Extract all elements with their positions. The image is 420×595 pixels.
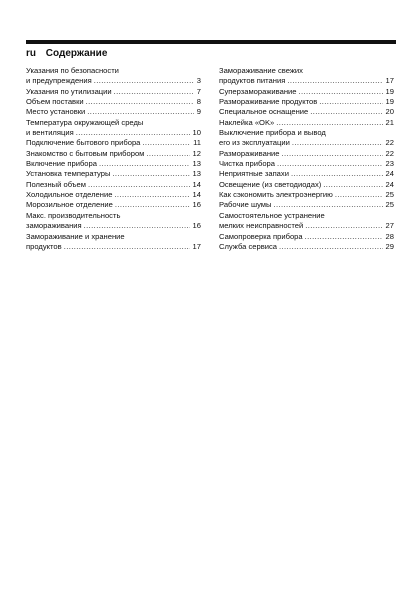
- page-number: 13: [192, 169, 201, 179]
- toc-entry-title-line: Температура окружающей среды: [26, 117, 144, 127]
- toc-entry-line: [26, 242, 201, 252]
- toc-entry-title: Указания по утилизации: [26, 86, 112, 96]
- page-number: 16: [192, 221, 201, 231]
- toc-entry-line: [219, 149, 394, 159]
- dot-leader: [319, 97, 382, 107]
- toc-entry-title: Размораживание продуктов: [219, 97, 318, 107]
- dot-leader: [292, 138, 383, 148]
- page-number: 16: [192, 200, 201, 210]
- toc-entry-line: [26, 190, 201, 200]
- dot-leader: [86, 97, 194, 107]
- dot-leader: [299, 87, 383, 97]
- page-number: 14: [192, 179, 201, 189]
- toc-entry[interactable]: [219, 87, 394, 97]
- dot-leader: [114, 190, 189, 200]
- toc-entry[interactable]: [26, 232, 201, 253]
- toc-entry-line: [219, 107, 394, 117]
- toc-entry-line: [219, 87, 394, 97]
- toc-entry[interactable]: [26, 180, 201, 190]
- toc-entry[interactable]: [26, 190, 201, 200]
- toc-entry[interactable]: [219, 232, 394, 242]
- toc-entry-line: [219, 76, 394, 86]
- toc-entry-line: [219, 221, 394, 231]
- dot-leader: [112, 169, 189, 179]
- toc-entry-title: Освещение (из светодиодах): [219, 179, 322, 189]
- page-header: [26, 48, 107, 59]
- dot-leader: [335, 190, 383, 200]
- toc-entry[interactable]: [219, 159, 394, 169]
- toc-entry[interactable]: [219, 149, 394, 159]
- toc-entry-title-line: Указания по безопасности: [26, 66, 119, 75]
- page-number: 14: [192, 190, 201, 200]
- page-number: 25: [385, 200, 394, 210]
- dot-leader: [88, 180, 190, 190]
- toc-entry-line: [219, 232, 394, 242]
- toc-entry-line: [219, 242, 394, 252]
- page-number: 9: [196, 107, 201, 117]
- toc-entry[interactable]: [219, 190, 394, 200]
- toc-entry[interactable]: [26, 200, 201, 210]
- page-number: 24: [385, 169, 394, 179]
- page-number: 8: [196, 97, 201, 107]
- page-number: 17: [385, 76, 394, 86]
- dot-leader: [114, 87, 194, 97]
- toc-entry-title: Размораживание: [219, 148, 280, 158]
- dot-leader: [305, 221, 382, 231]
- toc-entry[interactable]: [219, 107, 394, 117]
- page-number: 24: [385, 179, 394, 189]
- page-number: 21: [385, 117, 394, 127]
- toc-entry-title: Самопроверка прибора: [219, 231, 303, 241]
- toc-entry-line: [26, 107, 201, 117]
- toc-entry-title-line: Выключение прибора и вывод: [219, 128, 326, 138]
- toc-entry[interactable]: [219, 118, 394, 128]
- toc-entry-line: [219, 118, 394, 128]
- toc-entry-title: Как сэкономить электроэнергию: [219, 190, 333, 200]
- dot-leader: [84, 221, 190, 231]
- dot-leader: [142, 138, 190, 148]
- page-number: 25: [385, 190, 394, 200]
- page-number: 19: [385, 86, 394, 96]
- toc-entry-title: Наклейка «OK»: [219, 117, 275, 127]
- toc-entry-title: Служба сервиса: [219, 241, 278, 251]
- dot-leader: [76, 128, 190, 138]
- toc-entry-line: [26, 97, 201, 107]
- page-number: 28: [385, 231, 394, 241]
- toc-entry-line: [26, 138, 201, 148]
- toc-entry-title-line: Замораживание свежих: [219, 66, 303, 75]
- toc-entry[interactable]: [219, 128, 394, 149]
- toc-entry-line: [219, 180, 394, 190]
- header-rule: [26, 40, 396, 44]
- toc-entry-title-line: Самостоятельное устранение: [219, 210, 325, 220]
- toc-entry-title: Специальное оснащение: [219, 107, 309, 117]
- dot-leader: [287, 76, 382, 86]
- toc-column-left: [26, 66, 201, 252]
- toc-entry-line: [219, 190, 394, 200]
- dot-leader: [273, 200, 382, 210]
- toc-entry[interactable]: [219, 200, 394, 210]
- toc-entry-title: мелких неисправностей: [219, 221, 304, 231]
- toc-entry[interactable]: [26, 97, 201, 107]
- dot-leader: [323, 180, 382, 190]
- page-number: 20: [385, 107, 394, 117]
- toc-entry[interactable]: [26, 66, 201, 87]
- toc-entry[interactable]: [219, 66, 394, 87]
- dot-leader: [87, 107, 193, 117]
- toc-entry-line: [219, 159, 394, 169]
- dot-leader: [99, 159, 190, 169]
- dot-leader: [310, 107, 382, 117]
- page-number: 17: [192, 241, 201, 251]
- toc-entry[interactable]: [26, 149, 201, 159]
- toc-entry-title: Включение прибора: [26, 159, 97, 169]
- toc-entry-title: Установка температуры: [26, 169, 111, 179]
- toc-entry[interactable]: [26, 107, 201, 117]
- page-number: 11: [193, 138, 201, 148]
- toc-entry-title: Морозильное отделение: [26, 200, 113, 210]
- page-number: 13: [192, 159, 201, 169]
- toc-entry-title: Знакомство с бытовым прибором: [26, 148, 145, 158]
- toc-entry-title: Рабочие шумы: [219, 200, 272, 210]
- dot-leader: [277, 159, 383, 169]
- toc-entry-line: [26, 180, 201, 190]
- page-number: 22: [385, 138, 394, 148]
- toc-entry[interactable]: [26, 118, 201, 139]
- toc-entry-line: [26, 87, 201, 97]
- toc-entry-line: [219, 138, 394, 148]
- toc-entry-title-line: Макс. производительность: [26, 210, 121, 220]
- page-number: 23: [385, 159, 394, 169]
- toc-entry[interactable]: [219, 97, 394, 107]
- dot-leader: [279, 242, 383, 252]
- toc-entry-line: [219, 169, 394, 179]
- dot-leader: [146, 149, 189, 159]
- dot-leader: [305, 232, 383, 242]
- dot-leader: [276, 118, 382, 128]
- page-number: 27: [385, 221, 394, 231]
- page-number: 19: [385, 97, 394, 107]
- toc-entry-title: Чистка прибора: [219, 159, 275, 169]
- toc-entry[interactable]: [219, 180, 394, 190]
- toc-entry-title: Неприятные запахи: [219, 169, 289, 179]
- toc-entry-line: [26, 221, 201, 231]
- toc-entry-title: продуктов: [26, 241, 62, 251]
- page-number: 29: [385, 241, 394, 251]
- toc-column-right: [219, 66, 394, 252]
- page-number: 12: [192, 148, 201, 158]
- toc-entry[interactable]: [219, 169, 394, 179]
- page-number: 22: [385, 148, 394, 158]
- toc-entry[interactable]: [26, 87, 201, 97]
- toc-entry[interactable]: [219, 242, 394, 252]
- page-number: 7: [196, 86, 201, 96]
- toc-entry[interactable]: [26, 169, 201, 179]
- toc-entry-title: продуктов питания: [219, 76, 286, 86]
- toc-entry-title: Полезный объем: [26, 179, 86, 189]
- toc-entry-line: [26, 159, 201, 169]
- toc-entry-line: [26, 169, 201, 179]
- toc-entry[interactable]: [26, 211, 201, 232]
- toc-entry-title: Холодильное отделение: [26, 190, 113, 200]
- toc-entry-title: Подключение бытового прибора: [26, 138, 141, 148]
- language-code: ru: [26, 48, 36, 59]
- dot-leader: [291, 169, 383, 179]
- toc-entry[interactable]: [219, 211, 394, 232]
- toc-entry-line: [26, 76, 201, 86]
- toc-entry-line: [219, 200, 394, 210]
- toc-entry-title: Объем поставки: [26, 97, 84, 107]
- toc-entry-title-line: Замораживание и хранение: [26, 231, 125, 241]
- toc-entry-title: и предупреждения: [26, 76, 92, 86]
- toc-entry[interactable]: [26, 159, 201, 169]
- toc-entry-title: замораживания: [26, 221, 82, 231]
- page-number: 10: [192, 128, 201, 138]
- toc-entry-title: Суперзамораживание: [219, 86, 297, 96]
- toc-entry[interactable]: [26, 138, 201, 148]
- dot-leader: [115, 200, 190, 210]
- toc-entry-line: [26, 128, 201, 138]
- page-title: Содержание: [45, 48, 108, 59]
- dot-leader: [94, 76, 194, 86]
- page-number: 3: [196, 76, 201, 86]
- dot-leader: [64, 242, 190, 252]
- toc-entry-line: [26, 149, 201, 159]
- toc-entry-line: [219, 97, 394, 107]
- toc-entry-title: Место установки: [26, 107, 86, 117]
- toc-entry-title: его из эксплуатации: [219, 138, 290, 148]
- toc-entry-title: и вентиляция: [26, 128, 74, 138]
- dot-leader: [281, 149, 382, 159]
- toc-entry-line: [26, 200, 201, 210]
